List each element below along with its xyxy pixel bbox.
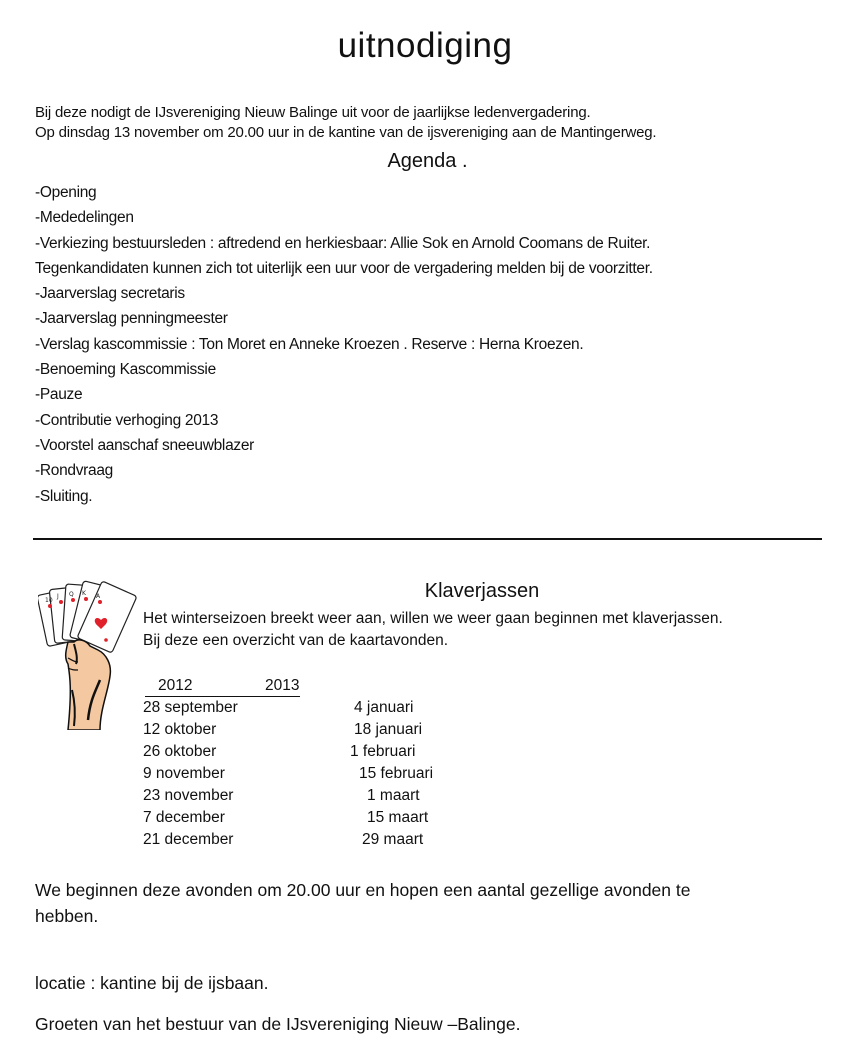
- schedule-row: [143, 765, 463, 787]
- svg-text:A: A: [96, 593, 101, 600]
- date-2012: 28 september: [143, 699, 238, 716]
- closing-line-2: hebben.: [35, 906, 99, 926]
- schedule-row: [143, 743, 463, 765]
- header-2013: 2013: [265, 677, 300, 694]
- agenda-item: -Sluiting.: [35, 487, 93, 505]
- agenda-item: -Verslag kascommissie : Ton Moret en Anneke Kroezen . Reserve : Herna Kroezen.: [35, 335, 584, 353]
- date-2013: 4 januari: [354, 699, 414, 716]
- date-2012: 12 oktober: [143, 721, 217, 738]
- agenda-item: -Jaarverslag secretaris: [35, 285, 185, 303]
- date-2013: 15 februari: [359, 765, 434, 782]
- agenda-item: -Benoeming Kascommissie: [35, 361, 216, 379]
- schedule-row: [143, 831, 463, 853]
- svg-text:J: J: [57, 593, 59, 600]
- agenda-item: -Mededelingen: [35, 209, 134, 227]
- date-2013: 1 maart: [367, 787, 420, 804]
- schedule-row: [143, 721, 463, 743]
- schedule-header: [145, 677, 300, 697]
- intro-line-2: Op dinsdag 13 november om 20.00 uur in de kantine van de ijsvereniging aan de Mantingerweg.: [35, 124, 657, 141]
- klaverjassen-title: Klaverjassen: [424, 580, 540, 602]
- date-2012: 9 november: [143, 765, 225, 782]
- svg-text:Q: Q: [69, 591, 74, 598]
- svg-text:10: 10: [45, 597, 53, 604]
- greeting-text: Groeten van het bestuur van de IJsvereniging Nieuw –Balinge.: [35, 1014, 521, 1034]
- agenda-item: -Opening: [35, 184, 97, 201]
- agenda-title: Agenda .: [387, 150, 468, 172]
- date-2013: 18 januari: [354, 721, 423, 738]
- klaverjassen-desc-1: Het winterseizoen breekt weer aan, willen we weer gaan beginnen met klaverjassen.: [143, 610, 723, 627]
- agenda-item: -Rondvraag: [35, 462, 113, 480]
- date-2013: 1 februari: [350, 743, 416, 760]
- agenda-item: -Pauze: [35, 386, 83, 404]
- page-title: uitnodiging: [337, 26, 513, 65]
- agenda-item: -Verkiezing bestuursleden : aftredend en herkiesbaar: Allie Sok en Arnold Coomans de Ruiter.: [35, 234, 651, 252]
- agenda-list: [35, 180, 653, 509]
- location-text: locatie : kantine bij de ijsbaan.: [35, 973, 269, 993]
- date-2012: 23 november: [143, 787, 234, 804]
- klaverjassen-desc-2: Bij deze een overzicht van de kaartavonden.: [143, 632, 449, 649]
- intro-line-1: Bij deze nodigt de IJsvereniging Nieuw Balinge uit voor de jaarlijkse ledenvergadering.: [35, 104, 591, 121]
- date-2012: 21 december: [143, 831, 234, 848]
- schedule-row: [143, 699, 463, 721]
- agenda-item: -Voorstel aanschaf sneeuwblazer: [35, 436, 255, 454]
- date-2012: 7 december: [143, 809, 225, 826]
- date-2013: 29 maart: [362, 831, 424, 848]
- section-divider: [33, 538, 822, 540]
- date-2012: 26 oktober: [143, 743, 217, 760]
- agenda-item: -Jaarverslag penningmeester: [35, 310, 228, 328]
- schedule-row: [143, 809, 463, 831]
- agenda-item: Tegenkandidaten kunnen zich tot uiterlijk een uur voor de vergadering melden bij de voorzitter.: [35, 259, 653, 277]
- agenda-item: -Contributie verhoging 2013: [35, 411, 219, 429]
- date-2013: 15 maart: [367, 809, 429, 826]
- schedule-row: [143, 787, 463, 809]
- header-2012: 2012: [158, 677, 193, 694]
- svg-text:K: K: [82, 590, 86, 597]
- closing-line-1: We beginnen deze avonden om 20.00 uur en hopen een aantal gezellige avonden te: [35, 880, 691, 900]
